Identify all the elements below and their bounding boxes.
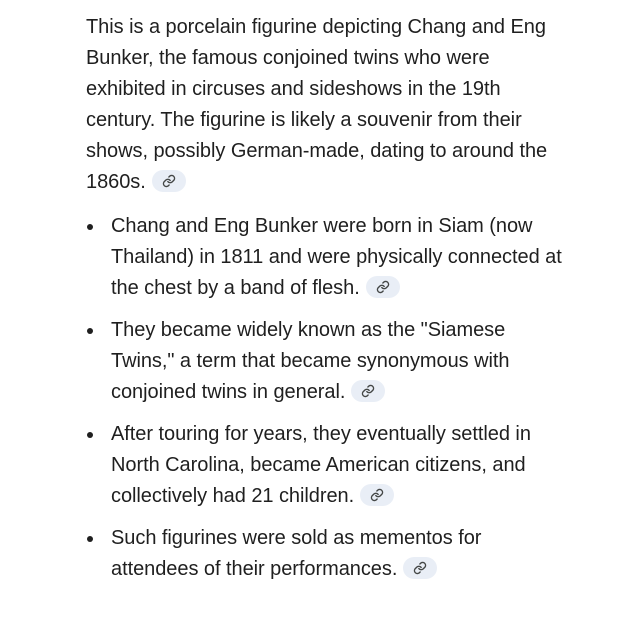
intro-text: This is a porcelain figurine depicting Chang and Eng Bunker, the famous conjoined twins who were exhibited in circuses and sideshows in the 19th century. The figurine is likely a souvenir from their shows, possibly German-made, dating to around the 1860s. bbox=[86, 16, 548, 193]
source-link-chip[interactable] bbox=[360, 484, 394, 506]
source-link-chip[interactable] bbox=[403, 557, 437, 579]
source-link-chip[interactable] bbox=[351, 380, 385, 402]
response-content bbox=[86, 12, 566, 596]
bullet-marker bbox=[87, 536, 93, 542]
bullet-text: Chang and Eng Bunker were born in Siam (now Thailand) in 1811 and were physically connected at the chest by a band of flesh. bbox=[111, 215, 562, 299]
intro-paragraph bbox=[86, 12, 566, 198]
link-icon bbox=[370, 488, 384, 502]
link-icon bbox=[162, 174, 176, 188]
bullet-text: Such figurines were sold as mementos for attendees of their performances. bbox=[111, 527, 482, 580]
link-icon bbox=[361, 384, 375, 398]
bullet-list bbox=[86, 211, 566, 585]
bullet-marker bbox=[87, 328, 93, 334]
bullet-text: They became widely known as the "Siamese Twins," a term that became synonymous with conjoined twins in general. bbox=[111, 319, 510, 403]
list-item bbox=[86, 315, 566, 408]
bullet-text: After touring for years, they eventually settled in North Carolina, became American citizens, and collectively had 21 children. bbox=[111, 423, 531, 507]
source-link-chip[interactable] bbox=[152, 170, 186, 192]
source-link-chip[interactable] bbox=[366, 276, 400, 298]
list-item bbox=[86, 211, 566, 304]
link-icon bbox=[413, 561, 427, 575]
link-icon bbox=[376, 280, 390, 294]
bullet-marker bbox=[87, 432, 93, 438]
list-item bbox=[86, 419, 566, 512]
list-item bbox=[86, 523, 566, 585]
bullet-marker bbox=[87, 224, 93, 230]
